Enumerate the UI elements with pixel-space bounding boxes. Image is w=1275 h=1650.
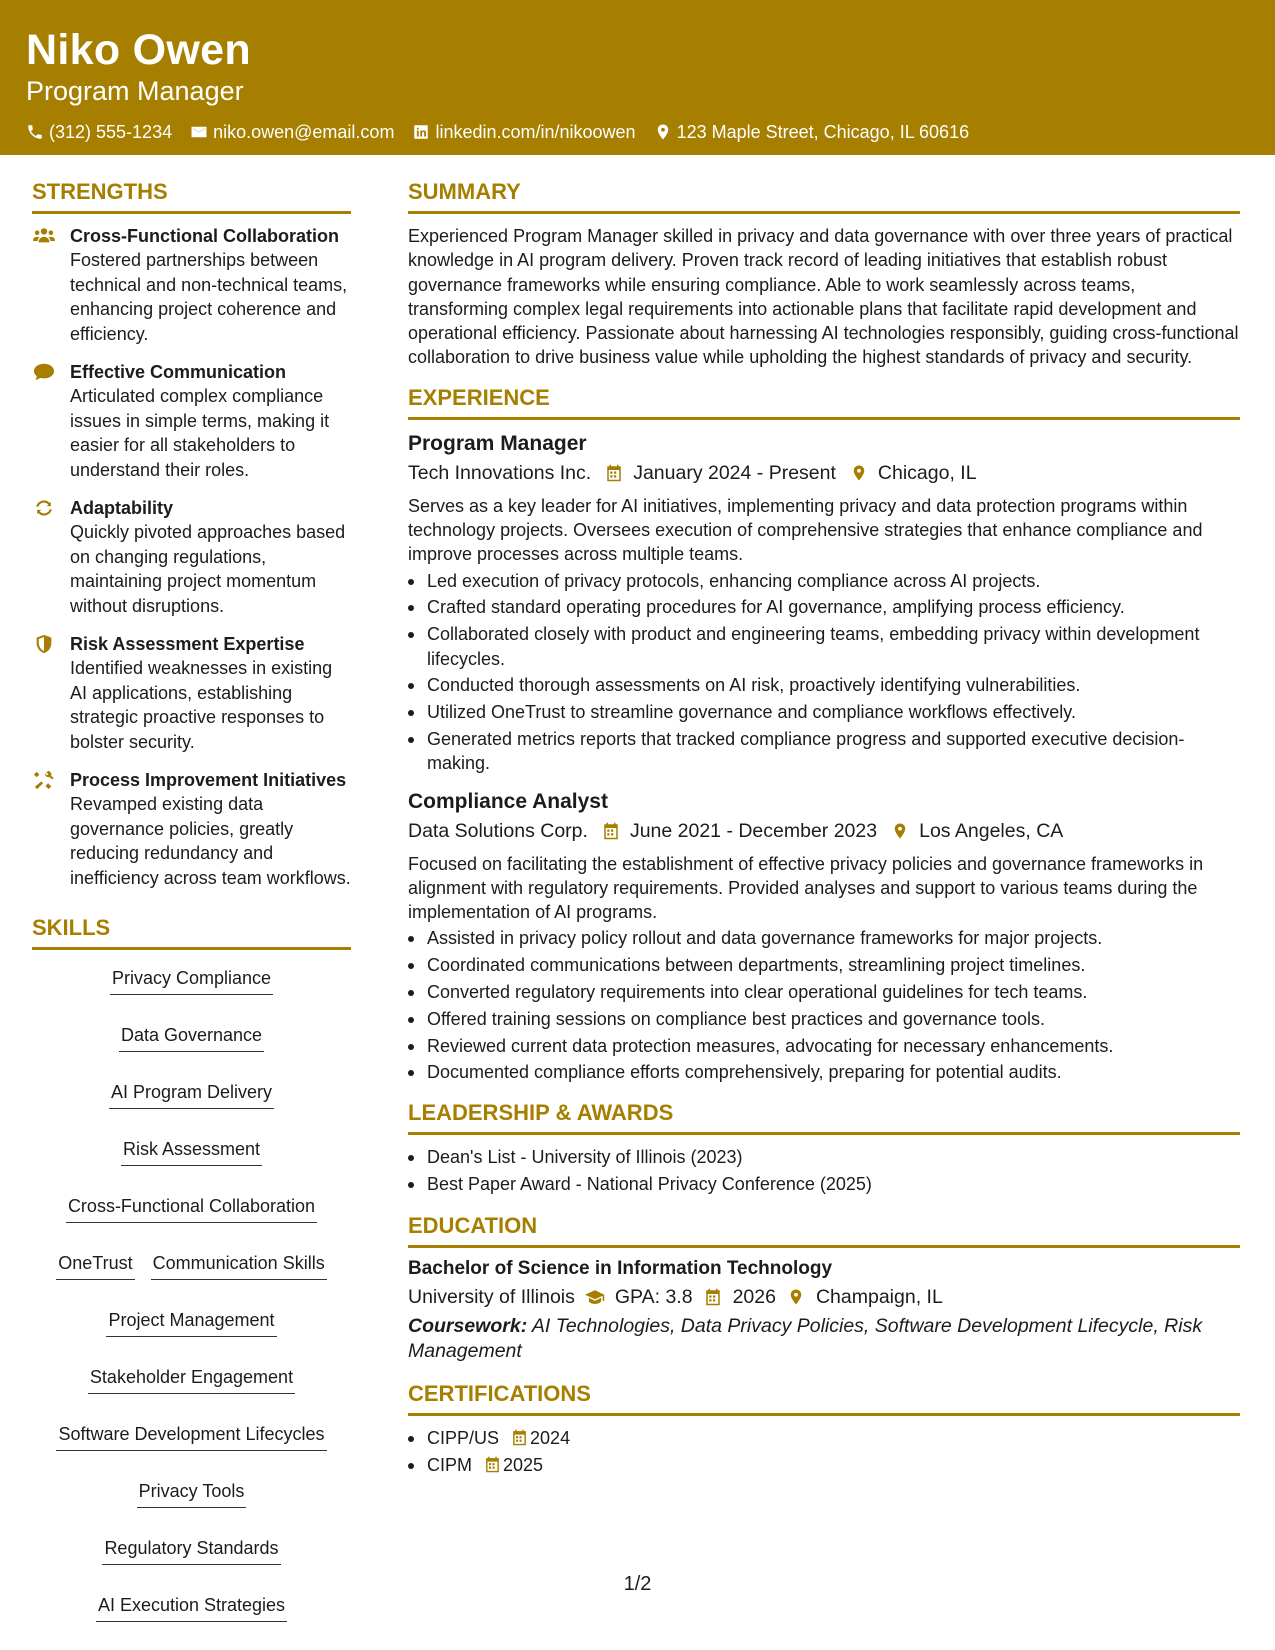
skill-tag: Cross-Functional Collaboration xyxy=(66,1194,317,1223)
strength-description: Fostered partnerships between technical and non-technical teams, enhancing project coherence and efficiency. xyxy=(70,250,348,344)
resume-header xyxy=(0,0,1275,155)
list-item: Offered training sessions on compliance best practices and governance tools. xyxy=(408,1007,1240,1031)
skill-tag: Risk Assessment xyxy=(121,1137,262,1166)
skill-tag: AI Program Delivery xyxy=(109,1080,274,1109)
envelope-icon xyxy=(190,123,208,141)
awards-heading: LEADERSHIP & AWARDS xyxy=(408,1099,1240,1135)
contact-email[interactable] xyxy=(190,121,394,143)
calendar-icon xyxy=(484,1456,501,1473)
coursework-label: Coursework: xyxy=(408,1314,528,1337)
contact-linkedin-text[interactable]: linkedin.com/in/nikoowen xyxy=(435,122,636,142)
job-title: Compliance Analyst xyxy=(408,789,608,813)
job-dates: January 2024 - Present xyxy=(633,461,836,484)
education-school: University of Illinois xyxy=(408,1285,575,1308)
strength-description: Revamped existing data governance policies, greatly reducing redundancy and inefficiency across team workflows. xyxy=(70,794,351,888)
linkedin-icon xyxy=(412,123,430,141)
strengths-heading: STRENGTHS xyxy=(32,178,351,214)
strength-title: Effective Communication xyxy=(70,362,287,382)
contact-address xyxy=(654,121,970,143)
skill-tag: Software Development Lifecycles xyxy=(56,1422,326,1451)
strength-item xyxy=(32,496,351,618)
job-title: Program Manager xyxy=(408,431,587,455)
awards-list xyxy=(408,1145,1240,1196)
skill-tag: Privacy Compliance xyxy=(110,966,273,995)
right-column xyxy=(408,178,1240,1479)
education-year: 2026 xyxy=(732,1285,776,1308)
list-item: Generated metrics reports that tracked compliance progress and supported executive decision-making. xyxy=(408,727,1240,776)
list-item: Converted regulatory requirements into clear operational guidelines for tech teams. xyxy=(408,980,1240,1004)
education-degree: Bachelor of Science in Information Technology xyxy=(408,1257,833,1279)
skill-tag: AI Execution Strategies xyxy=(96,1593,287,1622)
strength-title: Cross-Functional Collaboration xyxy=(70,226,340,246)
candidate-role: Program Manager xyxy=(26,76,244,106)
list-item: Conducted thorough assessments on AI risk, proactively identifying vulnerabilities. xyxy=(408,673,1240,697)
list-item: Utilized OneTrust to streamline governance and compliance workflows effectively. xyxy=(408,700,1240,724)
map-pin-icon xyxy=(850,464,868,482)
certifications-heading: CERTIFICATIONS xyxy=(408,1380,1240,1416)
strength-item xyxy=(32,360,351,482)
certification-year: 2025 xyxy=(503,1454,544,1475)
strength-title: Process Improvement Initiatives xyxy=(70,770,347,790)
job-meta xyxy=(408,458,1240,488)
job-entry xyxy=(408,430,1240,776)
summary-heading: SUMMARY xyxy=(408,178,1240,214)
list-item: Best Paper Award - National Privacy Conference (2025) xyxy=(408,1172,1240,1196)
skill-tag: Project Management xyxy=(106,1308,276,1337)
job-location: Chicago, IL xyxy=(877,461,977,484)
summary-text: Experienced Program Manager skilled in privacy and data governance with over three years of practical knowledge in AI program delivery. Proven track record of leading initiatives that establish robust governance frameworks while ensuring compliance. Able to work seamlessly across teams, transforming complex legal requirements into actionable plans that facilitate rapid development and operational efficiency. Passionate about harnessing AI technologies responsibly, guiding cross-functional collaboration to drive business value while upholding the highest standards of privacy and security. xyxy=(408,226,1239,368)
list-item: Dean's List - University of Illinois (2023) xyxy=(408,1145,1240,1169)
map-pin-icon xyxy=(786,1288,806,1306)
graduation-cap-icon xyxy=(585,1288,605,1306)
calendar-icon xyxy=(602,822,620,840)
left-column xyxy=(32,178,351,1628)
education-coursework xyxy=(408,1314,1240,1364)
coursework-text: AI Technologies, Data Privacy Policies, Software Development Lifecycle, Risk Management xyxy=(408,1314,1203,1362)
contact-email-text[interactable]: niko.owen@email.com xyxy=(213,122,395,142)
strength-title: Adaptability xyxy=(70,498,174,518)
education-location: Champaign, IL xyxy=(815,1285,943,1308)
job-bullets xyxy=(408,926,1240,1084)
contact-phone-text: (312) 555-1234 xyxy=(49,122,173,142)
contact-phone xyxy=(26,121,172,143)
skill-tag: OneTrust xyxy=(56,1251,134,1280)
list-item: Crafted standard operating procedures for AI governance, amplifying process efficiency. xyxy=(408,595,1240,619)
list-item xyxy=(408,1453,1240,1477)
skill-tag: Privacy Tools xyxy=(137,1479,247,1508)
list-item: Reviewed current data protection measures, advocating for necessary enhancements. xyxy=(408,1034,1240,1058)
experience-heading: EXPERIENCE xyxy=(408,384,1240,420)
phone-icon xyxy=(26,123,44,141)
job-location: Los Angeles, CA xyxy=(919,819,1064,842)
certifications-list xyxy=(408,1426,1240,1477)
education-heading: EDUCATION xyxy=(408,1212,1240,1248)
strength-description: Quickly pivoted approaches based on changing regulations, maintaining project momentum without disruptions. xyxy=(70,522,346,616)
skill-tag: Stakeholder Engagement xyxy=(88,1365,295,1394)
refresh-icon xyxy=(33,498,55,518)
list-item: Documented compliance efforts comprehensively, preparing for potential audits. xyxy=(408,1060,1240,1084)
strength-description: Articulated complex compliance issues in simple terms, making it easier for all stakeholders to understand their roles. xyxy=(70,386,330,480)
contact-linkedin[interactable] xyxy=(412,121,635,143)
strength-item xyxy=(32,224,351,346)
page-number: 1/2 xyxy=(623,1573,652,1595)
contact-address-text: 123 Maple Street, Chicago, IL 60616 xyxy=(676,122,970,142)
calendar-icon xyxy=(605,464,623,482)
strength-item xyxy=(32,632,351,754)
skills-heading: SKILLS xyxy=(32,914,351,950)
comment-icon xyxy=(33,362,55,382)
contact-bar xyxy=(26,121,1249,143)
skills-list xyxy=(32,966,351,1628)
certification-name: CIPP/US xyxy=(427,1427,500,1448)
shield-icon xyxy=(33,634,55,654)
list-item: Collaborated closely with product and engineering teams, embedding privacy within development lifecycles. xyxy=(408,622,1240,671)
skill-tag: Data Governance xyxy=(119,1023,264,1052)
candidate-name: Niko Owen xyxy=(26,26,251,74)
job-company: Data Solutions Corp. xyxy=(408,819,588,842)
job-description: Focused on facilitating the establishment of effective privacy policies and governance frameworks in alignment with regulatory requirements. Provided analyses and support to various teams during the implementation of AI programs. xyxy=(408,853,1204,923)
job-entry xyxy=(408,788,1240,1085)
job-company: Tech Innovations Inc. xyxy=(408,461,592,484)
certification-year: 2024 xyxy=(530,1427,571,1448)
job-dates: June 2021 - December 2023 xyxy=(629,819,878,842)
list-item: Led execution of privacy protocols, enhancing compliance across AI projects. xyxy=(408,569,1240,593)
list-item: Assisted in privacy policy rollout and data governance frameworks for major projects. xyxy=(408,926,1240,950)
education-gpa: GPA: 3.8 xyxy=(614,1285,693,1308)
tools-icon xyxy=(33,770,55,790)
list-item: Coordinated communications between departments, streamlining project timelines. xyxy=(408,953,1240,977)
job-meta xyxy=(408,816,1240,846)
skill-tag: Communication Skills xyxy=(151,1251,327,1280)
list-item xyxy=(408,1426,1240,1450)
strength-item xyxy=(32,768,351,890)
certification-name: CIPM xyxy=(427,1454,472,1475)
strength-description: Identified weaknesses in existing AI applications, establishing strategic proactive responses to bolster security. xyxy=(70,658,333,752)
skill-tag: Regulatory Standards xyxy=(102,1536,280,1565)
job-bullets xyxy=(408,569,1240,776)
strength-title: Risk Assessment Expertise xyxy=(70,634,305,654)
users-icon xyxy=(33,226,55,246)
map-pin-icon xyxy=(654,123,672,141)
calendar-icon xyxy=(511,1429,528,1446)
education-meta xyxy=(408,1282,1240,1312)
job-description: Serves as a key leader for AI initiatives, implementing privacy and data protection programs within technology projects. Oversees execution of comprehensive strategies that enhance compliance and improve processes across multiple teams. xyxy=(408,495,1203,565)
calendar-icon xyxy=(703,1288,723,1306)
map-pin-icon xyxy=(891,822,909,840)
